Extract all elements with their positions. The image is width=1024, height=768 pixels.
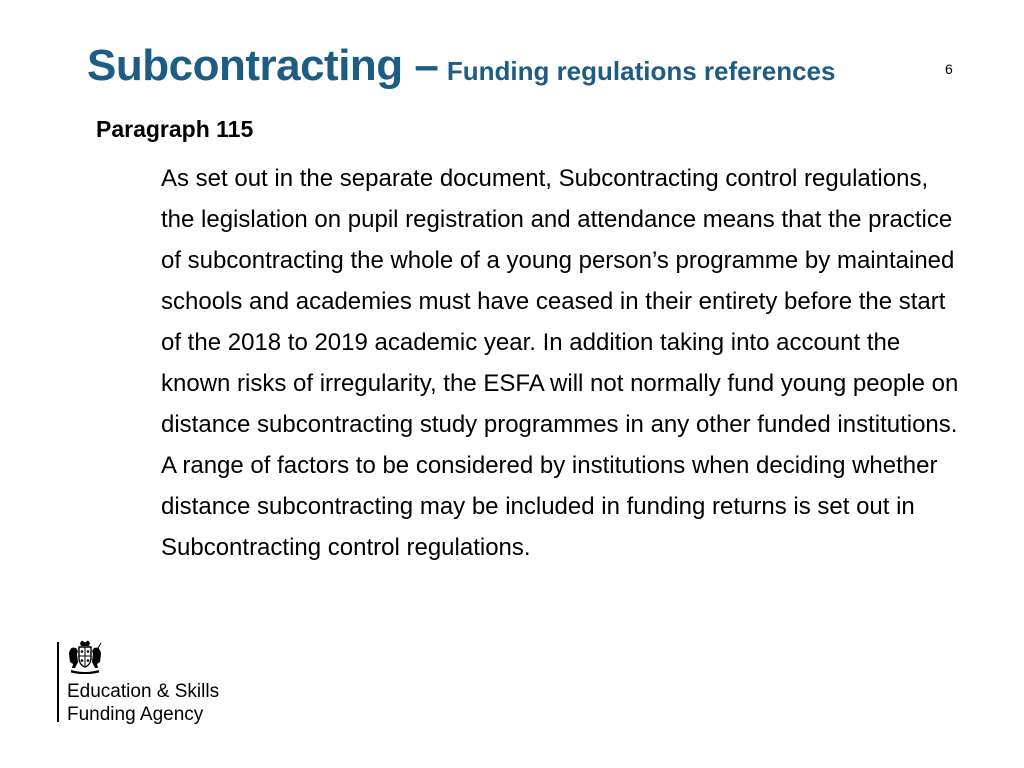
royal-coat-of-arms-icon (67, 640, 103, 674)
slide-title (87, 41, 836, 90)
body-paragraph: As set out in the separate document, Subcontracting control regulations, the legislation on pupil registration and attendance means that the practice of subcontracting the whole of a young person’s programme by maintained schools and academies must have ceased in their entirety before the start of the 2018 to 2019 academic year. In addition taking into account the known risks of irregularity, the ESFA will not normally fund young people on distance subcontracting study programmes in any other funded institutions. A range of factors to be considered by institutions when deciding whether distance subcontracting may be included in funding returns is set out in Subcontracting control regulations. (161, 165, 959, 561)
esfa-logo (57, 640, 277, 724)
logo-line-1: Education & Skills (67, 681, 220, 702)
section-heading: Paragraph 115 (96, 116, 254, 142)
page-number: 6 (945, 61, 953, 77)
title-subtitle: Funding regulations references (446, 56, 836, 86)
logo-divider (57, 642, 59, 722)
logo-text (67, 680, 219, 726)
title-main: Subcontracting – (87, 41, 439, 90)
logo-line-2: Funding Agency (67, 704, 204, 725)
